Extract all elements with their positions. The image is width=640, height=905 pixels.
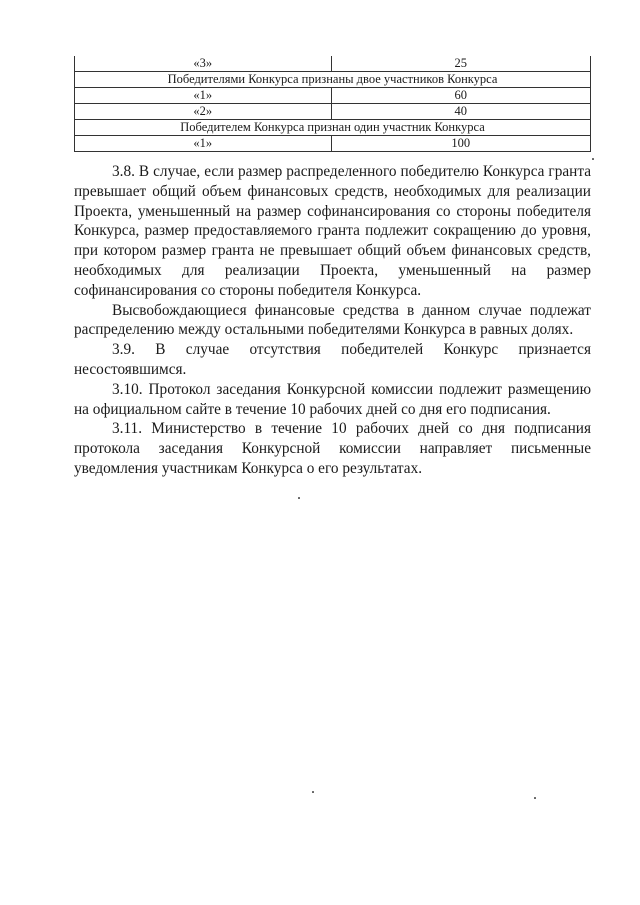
table-row [75,56,591,72]
table-section-row [75,120,591,136]
grant-distribution-table [74,56,591,152]
paragraph-3-8: 3.8. В случае, если размер распределенного победителю Конкурса гранта превышает общий объем финансовых средств, необходимых для реализации Проекта, уменьшенный на размер софинансирования со стороны победителя Конкурса, размер предоставляемого гранта подлежит сокращению до уровня, при котором размер гранта не превышает общий объем финансовых средств, необходимых для реализации Проекта, уменьшенный на размер софинансирования со стороны победителя Конкурса. [74,163,591,299]
table-row [75,88,591,104]
grant-share-cell: 40 [331,104,590,120]
section-header-cell: Победителями Конкурса признаны двое участников Конкурса [75,72,591,88]
scan-speck [312,791,314,793]
grant-share-cell: 100 [331,136,590,152]
winner-place-cell: «3» [75,56,332,72]
scan-speck [298,497,300,499]
table-row [75,104,591,120]
table-row [75,136,591,152]
section-header-cell: Победителем Конкурса признан один участник Конкурса [75,120,591,136]
paragraph-3-9: 3.9. В случае отсутствия победителей Конкурс признается несостоявшимся. [74,341,591,378]
winner-place-cell: «1» [75,88,332,104]
winner-place-cell: «1» [75,136,332,152]
table-section-row [75,72,591,88]
grant-share-cell: 25 [331,56,590,72]
body-text [74,162,591,479]
paragraph-released-funds: Высвобождающиеся финансовые средства в данном случае подлежат распределению между остальными победителями Конкурса в равных долях. [74,301,591,339]
paragraph-3-10: 3.10. Протокол заседания Конкурсной комиссии подлежит размещению на официальном сайте в течение 10 рабочих дней со дня его подписания. [74,380,591,418]
scan-speck [592,158,594,160]
scan-speck [534,797,536,799]
winner-place-cell: «2» [75,104,332,120]
grant-share-cell: 60 [331,88,590,104]
paragraph-3-11: 3.11. Министерство в течение 10 рабочих дней со дня подписания протокола заседания Конкурсной комиссии направляет письменные уведомления участникам Конкурса о его результатах. [74,420,591,477]
